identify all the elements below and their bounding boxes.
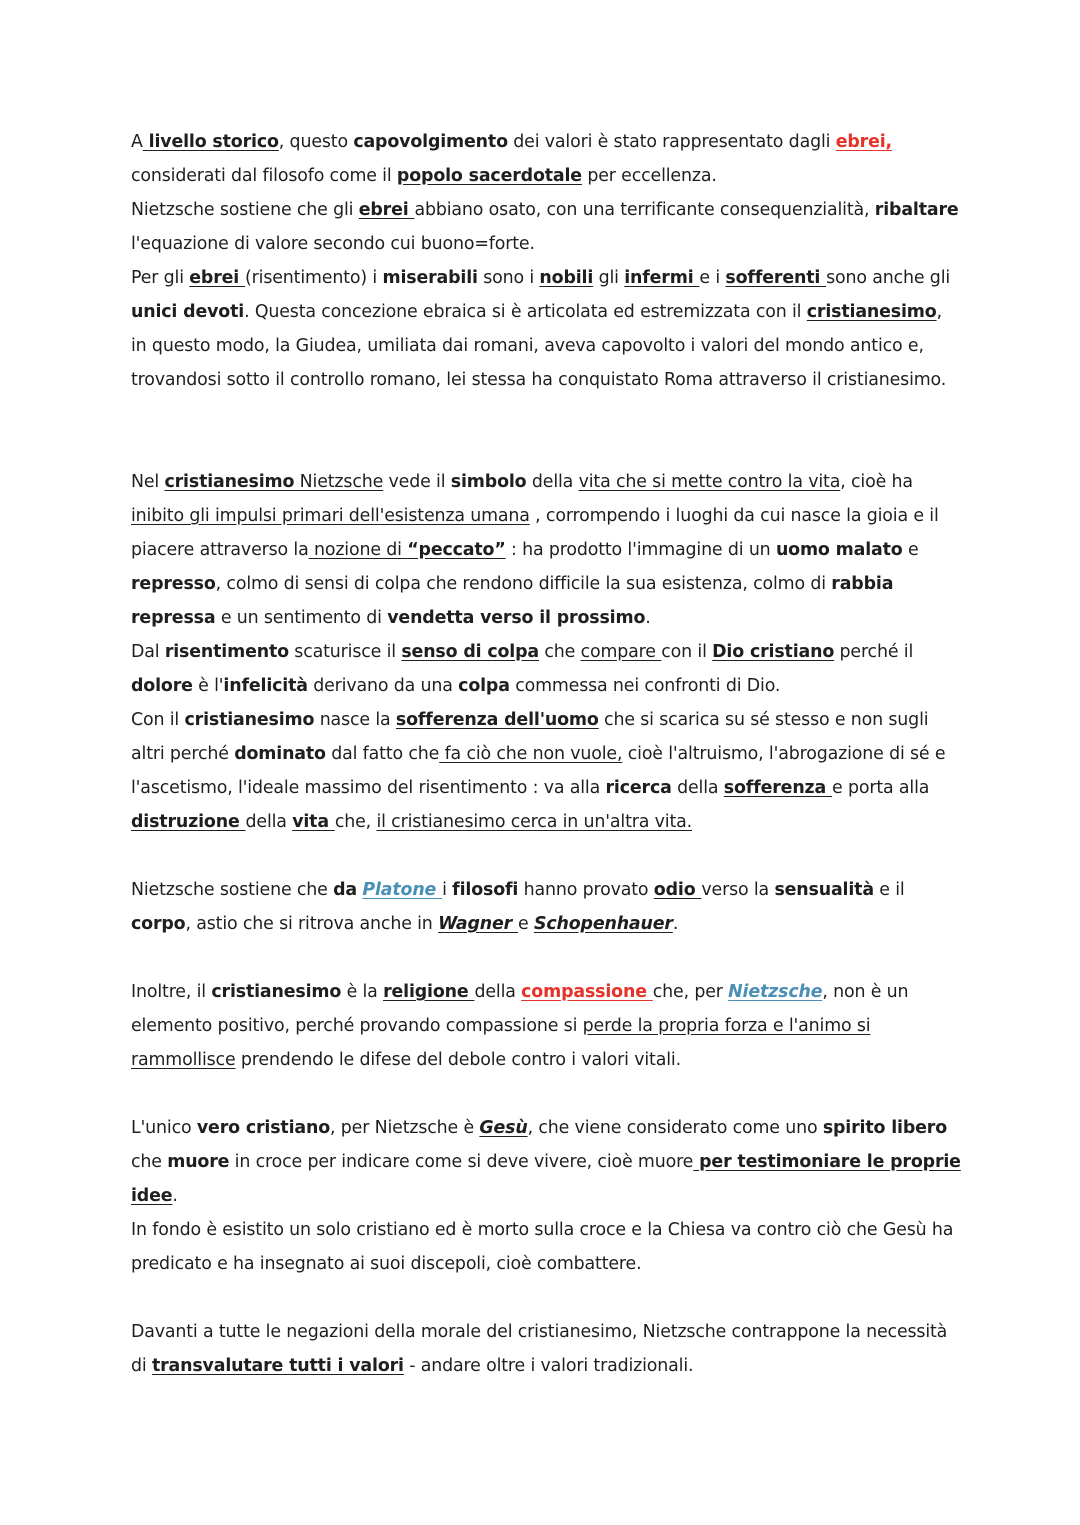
text-run: con il <box>661 642 713 662</box>
text-run: . <box>672 914 679 934</box>
text-run: dolore <box>131 676 193 696</box>
text-run: vita <box>292 812 335 832</box>
text-run: che <box>539 642 581 662</box>
text-run: ebrei, <box>835 132 892 152</box>
text-run: in croce per indicare come si deve vivere, cioè muore <box>229 1152 694 1172</box>
text-run: , per Nietzsche è <box>330 1118 480 1138</box>
text-run: inibito gli impulsi primari dell'esistenza umana <box>131 506 530 526</box>
text-run: Con il <box>131 710 185 730</box>
text-run: è l' <box>192 676 224 696</box>
text-run: In fondo è esistito un solo cristiano ed è morto sulla croce e la Chiesa va contro ciò che Gesù ha predicato e ha insegnato ai suoi discepoli, cioè combattere. <box>131 1220 954 1274</box>
text-run: sofferenza dell'uomo <box>395 710 599 730</box>
text-run: cioè l'altruismo, l'abrogazione di sé e l'ascetismo, l'ideale massimo del risentimento : va alla <box>131 744 946 798</box>
text-run: sono i <box>477 268 540 288</box>
text-run: filosofi <box>452 880 519 900</box>
text-run: della <box>671 778 724 798</box>
text-run: Schopenhauer <box>533 914 673 934</box>
text-run: sensualità <box>774 880 874 900</box>
text-run: della <box>474 982 522 1002</box>
text-run: , in questo modo, la Giudea, umiliata dai romani, aveva capovolto i valori del mondo antico e, trovandosi sotto il controllo romano, lei stessa ha conquistato Roma attraverso il cristianesimo. <box>131 302 947 390</box>
text-run: derivano da una <box>307 676 459 696</box>
text-run: livello storico <box>142 132 279 152</box>
text-run: è la <box>341 982 384 1002</box>
text-run: sofferenti <box>725 268 827 288</box>
text-run: della <box>245 812 293 832</box>
text-run: considerati dal filosofo come il <box>131 166 397 186</box>
text-run: distruzione <box>131 812 246 832</box>
text-run: e un sentimento di <box>215 608 388 628</box>
text-run: e il <box>873 880 905 900</box>
text-run: . <box>172 1186 178 1206</box>
text-run: , non è un elemento positivo, perché provando compassione si <box>131 982 909 1036</box>
text-run: cristianesimo <box>164 472 295 492</box>
text-run: i <box>442 880 453 900</box>
text-run: “peccato” <box>407 540 506 560</box>
text-run: Per gli <box>131 268 190 288</box>
text-run: colpa <box>458 676 510 696</box>
text-run: odio <box>653 880 702 900</box>
text-run: , astio che si ritrova anche in <box>185 914 439 934</box>
text-run: risentimento <box>164 642 289 662</box>
text-run: , cioè ha <box>840 472 913 492</box>
text-run: transvalutare tutti i valori <box>151 1356 404 1376</box>
text-run: Dio cristiano <box>712 642 835 662</box>
text-run: vede il <box>383 472 451 492</box>
text-run: cristianesimo <box>211 982 342 1002</box>
text-run: : ha prodotto l'immagine di un <box>505 540 776 560</box>
text-run: ricerca <box>605 778 672 798</box>
text-run: nobili <box>539 268 594 288</box>
text-run: (risentimento) i <box>245 268 383 288</box>
text-run: dominato <box>234 744 326 764</box>
text-run: per eccellenza. <box>581 166 717 186</box>
text-run: senso di colpa <box>401 642 539 662</box>
text-run: religione <box>383 982 475 1002</box>
text-run: sofferenza <box>723 778 833 798</box>
text-run: vero cristiano <box>196 1118 331 1138</box>
paragraph-gesu <box>131 1111 961 1281</box>
text-run: hanno provato <box>518 880 654 900</box>
text-run: A <box>131 132 143 152</box>
text-run: verso la <box>701 880 775 900</box>
text-run: uomo malato <box>775 540 903 560</box>
text-run: vita che si mette contro la vita <box>578 472 841 492</box>
text-run: Nietzsche sostiene che <box>131 880 334 900</box>
text-run: e <box>902 540 919 560</box>
text-run: commessa nei confronti di Dio. <box>509 676 781 696</box>
text-run: che, per <box>652 982 729 1002</box>
text-run: unici devoti <box>131 302 245 322</box>
text-run: . Questa concezione ebraica si è articolata ed estremizzata con il <box>244 302 807 322</box>
text-run: perché il <box>834 642 914 662</box>
text-run: Gesù <box>479 1118 528 1138</box>
text-run: che <box>131 1152 168 1172</box>
text-run: cristianesimo <box>184 710 315 730</box>
text-run: , colmo di sensi di colpa che rendono difficile la sua esistenza, colmo di <box>215 574 832 594</box>
text-run: Dal <box>131 642 165 662</box>
text-run: , corrompendo i luoghi da cui nasce la gioia e il piacere attraverso la <box>131 506 939 560</box>
text-run: Davanti a tutte le negazioni della morale del cristianesimo, Nietzsche contrappone la necessità di <box>131 1322 948 1376</box>
text-run: spirito libero <box>822 1118 948 1138</box>
text-run: da <box>333 880 357 900</box>
paragraph-cristianesimo <box>131 465 961 839</box>
text-run: che si scarica su sé stesso e non sugli altri perché <box>131 710 929 764</box>
text-run: e i <box>699 268 726 288</box>
text-run: rabbia repressa <box>131 574 894 628</box>
text-run: Inoltre, il <box>131 982 212 1002</box>
text-run: ebrei <box>358 200 415 220</box>
text-run: , questo <box>278 132 354 152</box>
text-run: e porta alla <box>832 778 930 798</box>
text-run: miserabili <box>382 268 478 288</box>
text-run: scaturisce il <box>288 642 402 662</box>
paragraph-compassione <box>131 975 961 1077</box>
text-run: l'equazione di valore secondo cui buono=forte. <box>131 234 535 254</box>
paragraph-platone <box>131 873 961 941</box>
text-run: compassione <box>521 982 653 1002</box>
text-run: nasce la <box>314 710 396 730</box>
text-run: , che viene considerato come uno <box>527 1118 823 1138</box>
text-run: capovolgimento <box>353 132 508 152</box>
text-run: perde la propria forza e l'animo si rammollisce <box>131 1016 871 1070</box>
text-run: dei valori è stato rappresentato dagli <box>507 132 836 152</box>
text-run: Nietzsche sostiene che gli <box>131 200 359 220</box>
text-run: che, <box>334 812 377 832</box>
text-run: infermi <box>624 268 700 288</box>
text-run: . <box>645 608 651 628</box>
text-run: infelicità <box>223 676 308 696</box>
text-run: il cristianesimo cerca in un'altra vita. <box>376 812 693 832</box>
text-run: Wagner <box>438 914 519 934</box>
text-run: nozione di <box>308 540 408 560</box>
text-run: compare <box>580 642 662 662</box>
text-run: cristianesimo <box>806 302 937 322</box>
text-run: prendendo le difese del debole contro i valori vitali. <box>235 1050 681 1070</box>
text-run: L'unico <box>131 1118 197 1138</box>
text-run: ribaltare <box>874 200 959 220</box>
text-run: - andare oltre i valori tradizionali. <box>403 1356 694 1376</box>
text-run: dal fatto che <box>325 744 440 764</box>
text-run: vendetta verso il prossimo <box>387 608 646 628</box>
text-run: Platone <box>362 880 443 900</box>
text-run: Nel <box>131 472 165 492</box>
text-run: muore <box>167 1152 230 1172</box>
text-run: simbolo <box>450 472 527 492</box>
text-run: sono anche gli <box>826 268 951 288</box>
paragraph-transvalutazione <box>131 1315 961 1383</box>
text-run: e <box>518 914 534 934</box>
text-run: abbiano osato, con una terrificante consequenzialità, <box>414 200 875 220</box>
text-run: gli <box>593 268 625 288</box>
paragraph-ebrei <box>131 125 961 397</box>
text-run: represso <box>131 574 216 594</box>
text-run: ebrei <box>189 268 246 288</box>
text-run: Nietzsche <box>294 472 384 492</box>
text-run: fa ciò che non vuole, <box>439 744 623 764</box>
text-run: popolo sacerdotale <box>396 166 582 186</box>
text-run: corpo <box>131 914 186 934</box>
text-run: della <box>526 472 579 492</box>
text-run: per testimoniare le proprie idee <box>131 1152 961 1206</box>
text-run: Nietzsche <box>728 982 823 1002</box>
